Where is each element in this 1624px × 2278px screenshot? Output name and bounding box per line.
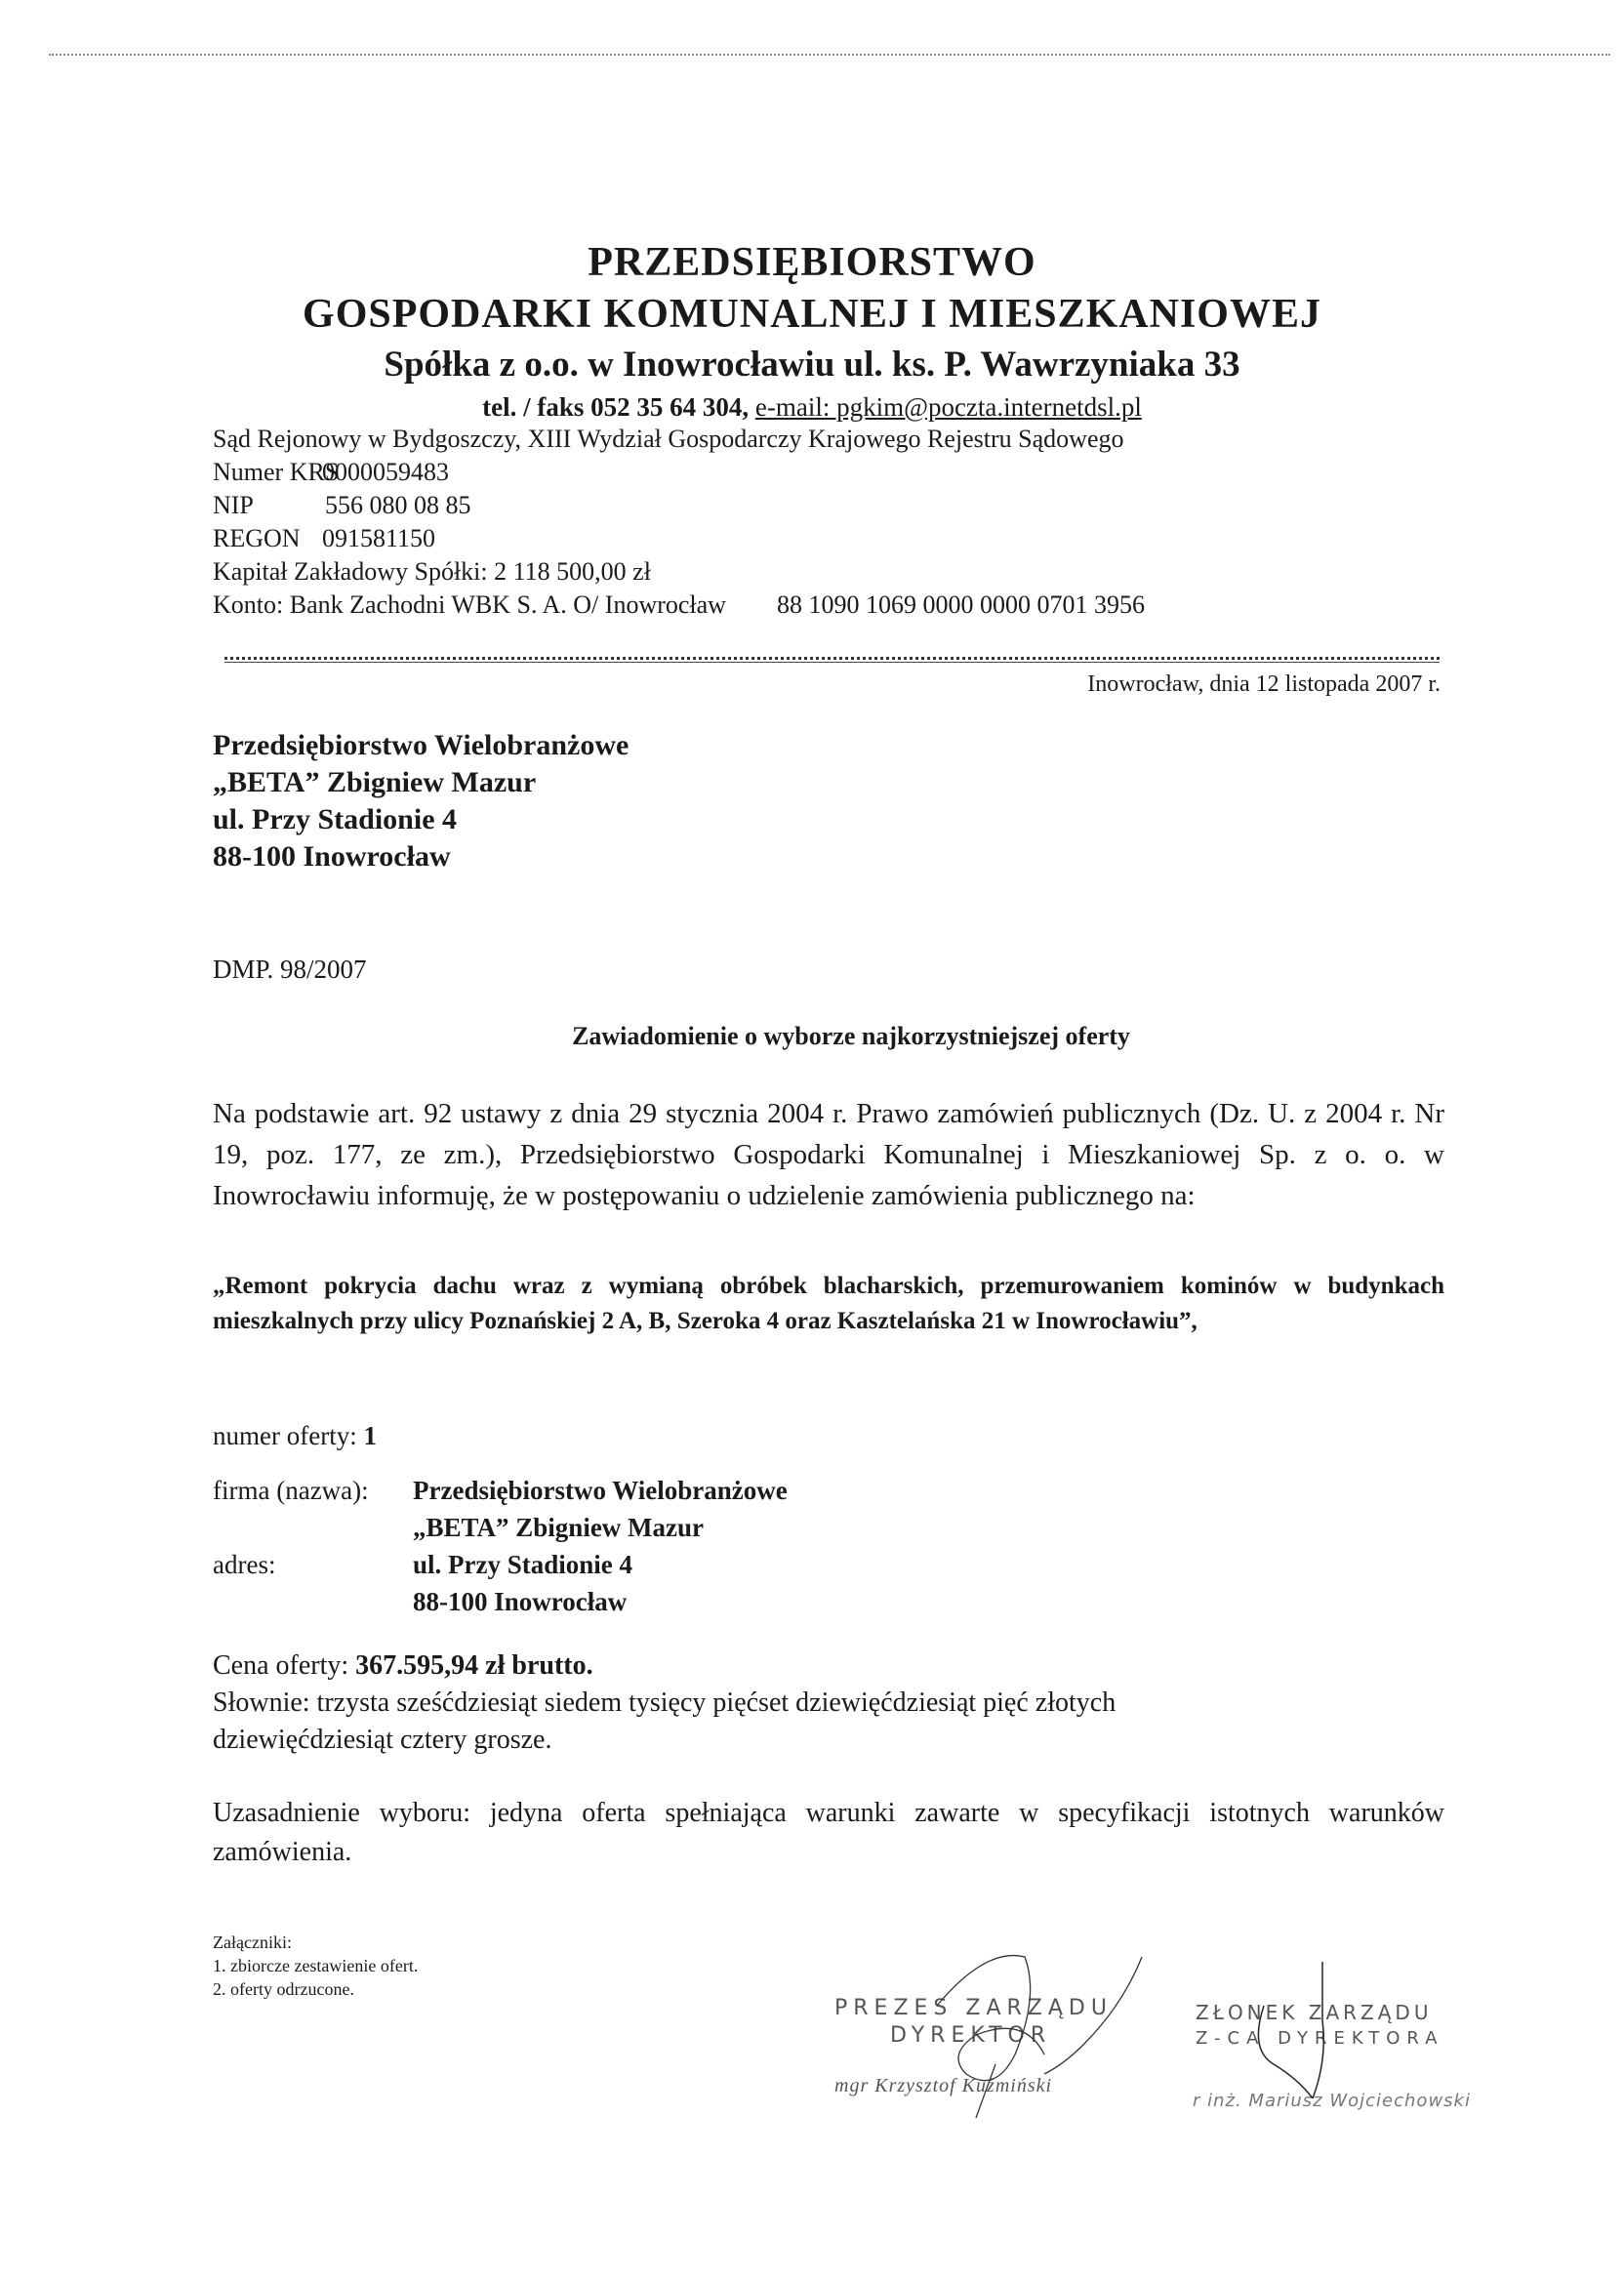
capital-line: Kapitał Zakładowy Spółki: 2 118 500,00 zł (213, 557, 651, 586)
nip-value: 556 080 08 85 (325, 491, 471, 519)
spacer (213, 1583, 413, 1620)
offer-address-row-2 (213, 1583, 788, 1620)
offer-details (213, 1472, 788, 1620)
letterhead-line-2: GOSPODARKI KOMUNALNEJ I MIESZKANIOWEJ (303, 292, 1321, 337)
reference-number: DMP. 98/2007 (213, 955, 367, 984)
intro-paragraph: Na podstawie art. 92 ustawy z dnia 29 stycznia 2004 r. Prawo zamówień publicznych (Dz. U. z 2004 r. Nr 19, poz. 177, ze zm.), Przedsiębiorstwo Gospodarki Komunalnej i Mieszkaniowej Sp. z o. o. w Inowrocławiu informuję, że w postępowaniu o udzielenie zamówienia publicznego na: (213, 1098, 1444, 1211)
offer-address-row (213, 1546, 788, 1583)
regon-value: 091581150 (322, 524, 436, 552)
recipient-line-2: „BETA” Zbigniew Mazur (213, 766, 537, 798)
attachments-heading: Załączniki: (213, 1932, 292, 1952)
price-row (213, 1647, 1444, 1685)
krs-value: 0000059483 (322, 458, 449, 486)
price-label: Cena oferty: (213, 1650, 356, 1681)
recipient-address (213, 727, 629, 875)
offer-number-value: 1 (363, 1421, 377, 1450)
krs-row (213, 456, 1145, 489)
krs-label: Numer KRS (213, 458, 340, 486)
address-line-2: 88-100 Inowrocław (413, 1587, 628, 1616)
header-divider (224, 657, 1440, 660)
stamp-2-subtitle: Z-CA DYREKTORA (1196, 2028, 1444, 2049)
court-line: Sąd Rejonowy w Bydgoszczy, XIII Wydział Gospodarczy Krajowego Rejestru Sądowego (213, 425, 1124, 453)
recipient-line-4: 88-100 Inowrocław (213, 840, 451, 873)
stamp-1-name: mgr Krzysztof Kuźmiński (834, 2075, 1053, 2096)
regon-label: REGON (213, 524, 301, 552)
contract-subject: „Remont pokrycia dachu wraz z wymianą obróbek blacharskich, przemurowaniem kominów w budynkach mieszkalnych przy ulicy Poznańskiej 2 A, B, Szeroka 4 oraz Kasztelańska 21 w Inowrocławiu”, (213, 1273, 1444, 1334)
price-words-1: Słownie: trzysta sześćdziesiąt siedem tysięcy pięćset dziewięćdziesiąt pięć złotych (213, 1688, 1116, 1718)
nip-label: NIP (213, 491, 254, 519)
document-title: Zawiadomienie o wyborze najkorzystniejszej oferty (572, 1022, 1130, 1050)
offer-company-row (213, 1472, 788, 1509)
company-label: firma (nazwa): (213, 1476, 369, 1505)
justification: Uzasadnienie wyboru: jedyna oferta spełniająca warunki zawarte w specyfikacji istotnych warunków zamówienia. (213, 1798, 1444, 1867)
company-line-2: „BETA” Zbigniew Mazur (413, 1513, 705, 1542)
price-block (213, 1647, 1444, 1759)
attachment-item: 2. oferty odrzucone. (213, 1979, 354, 1999)
letterhead-contact (0, 392, 1624, 423)
letterhead-address: Spółka z o.o. w Inowrocławiu ul. ks. P. Wawrzyniaka 33 (384, 345, 1240, 385)
offer-number-row (213, 1417, 377, 1454)
regon-row (213, 522, 1145, 555)
address-line-1: ul. Przy Stadionie 4 (413, 1550, 633, 1579)
price-value: 367.595,94 zł brutto. (355, 1650, 593, 1681)
account-number: 88 1090 1069 0000 0000 0701 3956 (776, 590, 1145, 619)
account-label: Konto: Bank Zachodni WBK S. A. O/ Inowrocław (213, 590, 726, 619)
company-info (213, 423, 1145, 622)
letterhead-line-1: PRZEDSIĘBIORSTWO (588, 240, 1036, 285)
phone-fax: tel. / faks 052 35 64 304, (482, 392, 755, 422)
date-line: Inowrocław, dnia 12 listopada 2007 r. (1087, 671, 1441, 697)
address-label: adres: (213, 1550, 276, 1579)
stamp-2-name: r inż. Mariusz Wojciechowski (1193, 2091, 1471, 2111)
attachments (213, 1931, 418, 2001)
recipient-line-1: Przedsiębiorstwo Wielobranżowe (213, 729, 629, 761)
offer-number-label: numer oferty: (213, 1421, 364, 1450)
spacer (213, 1509, 413, 1546)
stamp-2-title: ZŁONEK ZARZĄDU (1196, 2001, 1433, 2024)
recipient-line-3: ul. Przy Stadionie 4 (213, 803, 458, 835)
account-row (213, 589, 1145, 622)
attachment-item: 1. zbiorcze zestawienie ofert. (213, 1956, 419, 1975)
offer-company-row-2 (213, 1509, 788, 1546)
nip-row (213, 489, 1145, 522)
company-line-1: Przedsiębiorstwo Wielobranżowe (413, 1476, 788, 1505)
scan-edge-rule (49, 54, 1610, 56)
stamp-1-title: PREZES ZARZĄDU (834, 1996, 1113, 2020)
price-words-2: dziewięćdziesiąt cztery grosze. (213, 1725, 552, 1755)
email-link[interactable]: e-mail: pgkim@poczta.internetdsl.pl (754, 392, 1142, 422)
header-divider-line (224, 662, 1440, 663)
stamp-1-subtitle: DYREKTOR (890, 2023, 1052, 2048)
